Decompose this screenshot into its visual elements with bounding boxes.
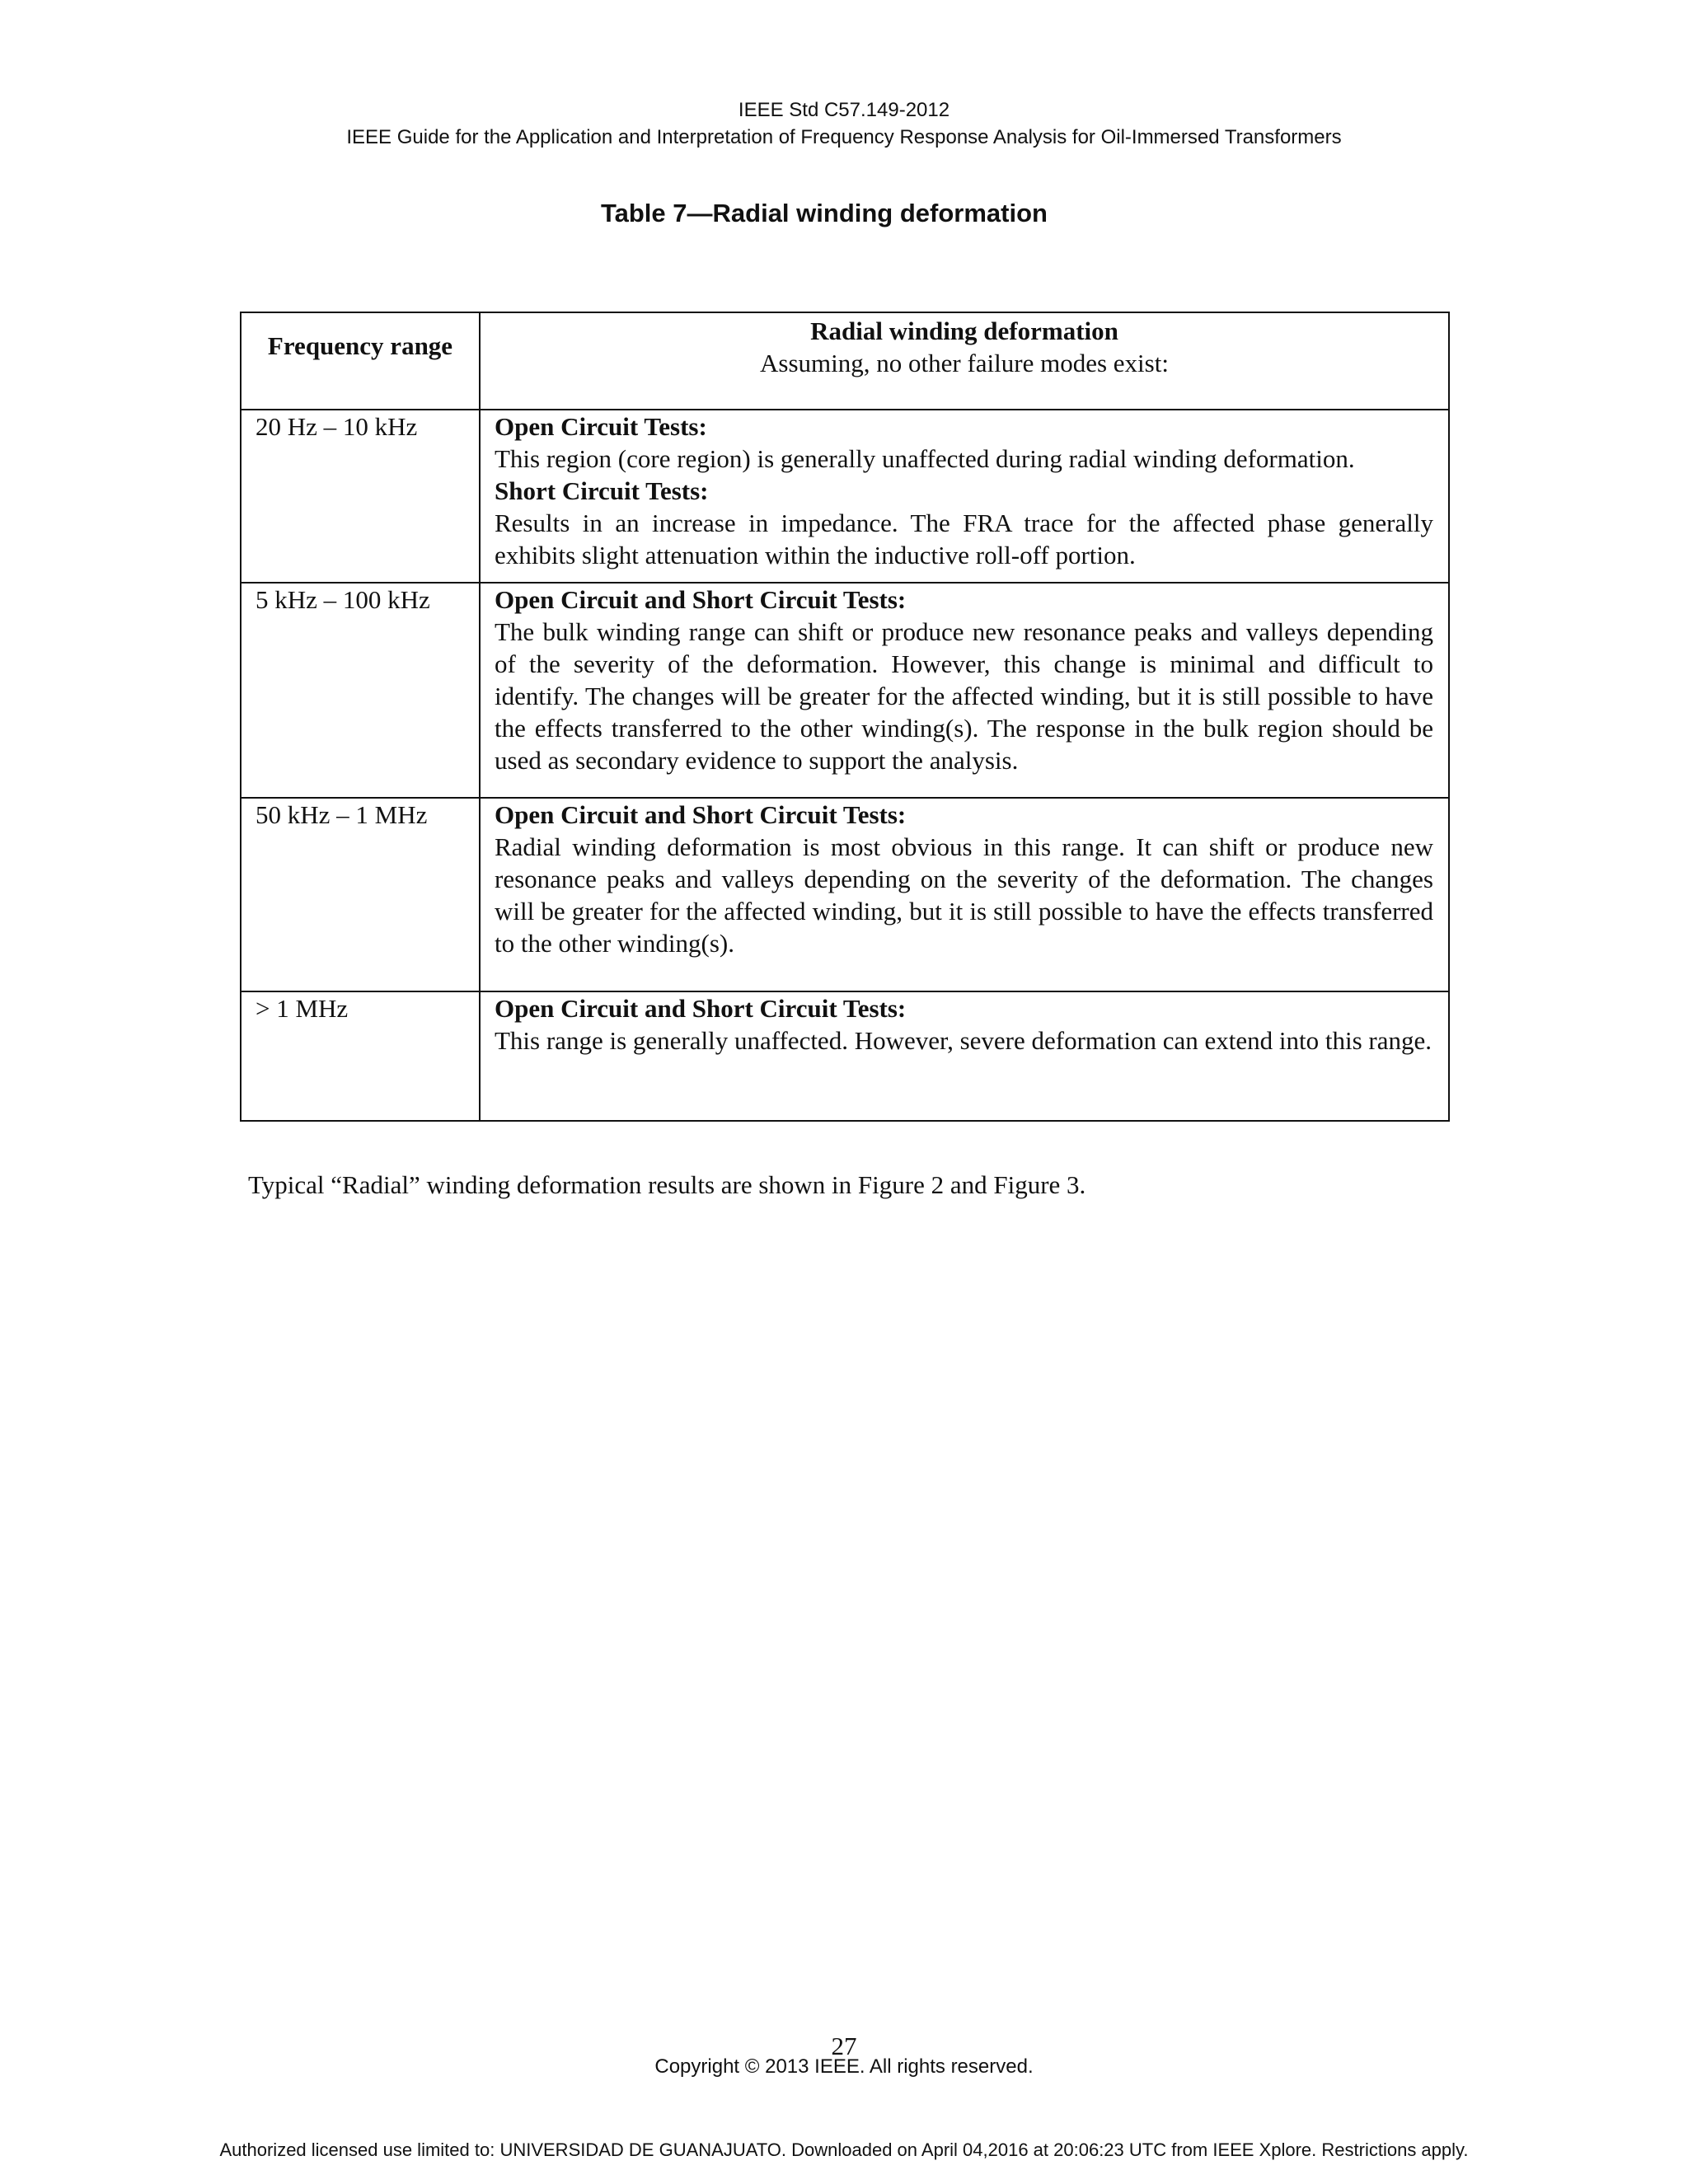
frequency-range-cell: 20 Hz – 10 kHz bbox=[241, 410, 480, 583]
header-subtitle: Assuming, no other failure modes exist: bbox=[760, 349, 1169, 377]
frequency-range-cell: 50 kHz – 1 MHz bbox=[241, 798, 480, 991]
header-radial-deformation bbox=[480, 312, 1449, 410]
license-notice: Authorized licensed use limited to: UNIVERSIDAD DE GUANAJUATO. Downloaded on April 04,2016 at 20:06:23 UTC from IEEE Xplore. Restrictions apply. bbox=[219, 2139, 1469, 2160]
test-description: This region (core region) is generally unaffected during radial winding deformation. bbox=[495, 444, 1355, 473]
radial-deformation-table bbox=[240, 312, 1450, 1122]
table-row bbox=[241, 991, 1449, 1121]
standard-number: IEEE Std C57.149-2012 bbox=[738, 99, 950, 121]
table-header-row bbox=[241, 312, 1449, 410]
body-paragraph: Typical “Radial” winding deformation results are shown in Figure 2 and Figure 3. bbox=[248, 1170, 1086, 1199]
test-description: This range is generally unaffected. However, severe deformation can extend into this range. bbox=[495, 1026, 1432, 1055]
test-description: The bulk winding range can shift or produce new resonance peaks and valleys depending of the severity of the deformation. However, this change is minimal and difficult to identify. The changes will be greater for the affected winding, but it is still possible to have the effects transferred to the other winding(s). The response in the bulk region should be used as secondary evidence to support the analysis. bbox=[495, 617, 1433, 775]
copyright-notice: Copyright © 2013 IEEE. All rights reserved. bbox=[654, 2055, 1034, 2078]
description-cell bbox=[480, 798, 1449, 991]
header-title: Radial winding deformation bbox=[810, 316, 1118, 345]
test-label: Open Circuit and Short Circuit Tests: bbox=[495, 800, 907, 829]
header-frequency-range: Frequency range bbox=[241, 312, 480, 410]
table-caption: Table 7—Radial winding deformation bbox=[601, 199, 1048, 227]
description-cell bbox=[480, 583, 1449, 798]
description-cell bbox=[480, 991, 1449, 1121]
table-row bbox=[241, 583, 1449, 798]
guide-title: IEEE Guide for the Application and Interpretation of Frequency Response Analysis for Oil-Immersed Transformers bbox=[346, 126, 1342, 148]
table-row bbox=[241, 798, 1449, 991]
test-label: Short Circuit Tests: bbox=[495, 476, 709, 505]
test-description: Results in an increase in impedance. The FRA trace for the affected phase generally exhibits slight attenuation within the inductive roll-off portion. bbox=[495, 509, 1433, 569]
frequency-range-cell: > 1 MHz bbox=[241, 991, 480, 1121]
table-row bbox=[241, 410, 1449, 583]
test-label: Open Circuit and Short Circuit Tests: bbox=[495, 994, 907, 1023]
frequency-range-cell: 5 kHz – 100 kHz bbox=[241, 583, 480, 798]
description-cell bbox=[480, 410, 1449, 583]
test-description: Radial winding deformation is most obvious in this range. It can shift or produce new resonance peaks and valleys depending on the severity of the deformation. The changes will be greater for the affected winding, but it is still possible to have the effects transferred to the other winding(s). bbox=[495, 832, 1433, 958]
test-label: Open Circuit and Short Circuit Tests: bbox=[495, 585, 907, 614]
page-number: 27 bbox=[831, 2032, 857, 2060]
test-label: Open Circuit Tests: bbox=[495, 412, 707, 441]
